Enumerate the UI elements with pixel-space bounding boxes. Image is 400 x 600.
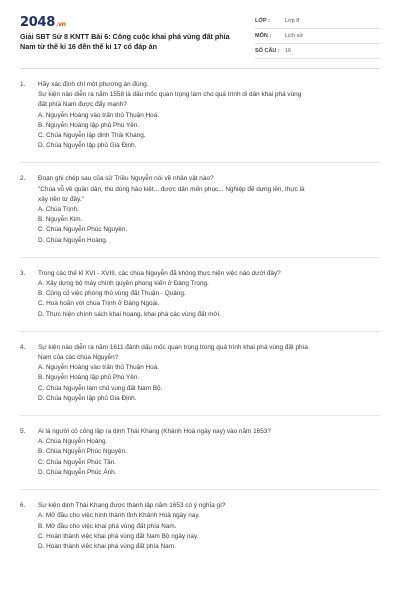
- question-body: [38, 269, 380, 320]
- meta-value: 16: [285, 48, 292, 54]
- question-divider: [20, 162, 380, 163]
- answer-option-b[interactable]: B. Củng cố việc phòng thủ vùng đất Thuận - Quảng.: [38, 290, 186, 298]
- meta-row-subject: [255, 29, 380, 44]
- question-list: [20, 80, 380, 552]
- question-divider: [20, 415, 380, 416]
- question-text-line: Đoạn ghi chép sau của sử Triều Nguyễn nói về nhân vật nào?: [38, 175, 214, 183]
- question-text-line: Sự kiện nào diễn ra năm 1611 đánh dấu mốc quan trọng trong quá trình khai phá vùng đất phía: [38, 343, 308, 351]
- answer-option-d[interactable]: D. Hoàn thành việc khai phá vùng đất phía Nam.: [38, 542, 176, 550]
- document-title: Giải SBT Sử 8 KNTT Bài 6: Công cuộc khai phá vùng đất phía Nam từ thế kỉ 16 đến thế kỉ 17 có đáp án: [20, 32, 230, 51]
- answer-option-a[interactable]: A. Chúa Trịnh.: [38, 206, 79, 214]
- question-divider: [20, 489, 380, 490]
- question-body: [38, 343, 380, 404]
- meta-row-grade: [255, 14, 380, 29]
- meta-key: LỚP :: [255, 18, 270, 24]
- answer-option-c[interactable]: C. Chúa Nguyễn Phúc Nguyên.: [38, 226, 128, 234]
- answer-option-c[interactable]: C. Hoàn thành việc khai phá vùng đất Nam Bộ ngày nay.: [38, 532, 199, 540]
- question-1: [20, 80, 380, 163]
- question-text-line: Hãy xác định chỉ một phương án đúng.: [38, 81, 149, 88]
- meta-value: Lớp 8: [285, 18, 300, 24]
- question-number: 2.: [20, 175, 26, 183]
- logo-suffix: .vn: [55, 21, 66, 28]
- answer-option-a[interactable]: A. Mở đầu cho việc hình thành tỉnh Khánh Hoà ngày nay.: [38, 512, 200, 520]
- question-text-line: "Chúa vỗ về quân dân, thu dùng hào kiệt... được dân mến phục... Nghiệp đế dựng lên, thực là: [38, 185, 305, 193]
- answer-option-b[interactable]: B. Mở đầu cho việc khai phá vùng đất phía Nam.: [38, 522, 177, 530]
- question-body: [38, 427, 380, 478]
- question-text-line: Nam của các chúa Nguyễn?: [38, 354, 119, 362]
- question-divider: [20, 257, 380, 258]
- question-number: 4.: [20, 343, 26, 351]
- question-body: [38, 80, 380, 151]
- answer-option-a[interactable]: A. Xây dựng bộ máy chính quyền phong kiến ở Đàng Trong.: [38, 280, 209, 288]
- question-number: 5.: [20, 428, 26, 436]
- document-header: [0, 0, 400, 68]
- question-4: [20, 343, 380, 416]
- answer-option-c[interactable]: C. Chúa Nguyễn làm chủ vùng đất Nam Bộ.: [38, 384, 163, 392]
- question-body: [38, 174, 380, 245]
- question-3: [20, 269, 380, 332]
- meta-key: SỐ CÂU :: [255, 48, 280, 54]
- answer-option-d[interactable]: D. Chúa Nguyễn lập phủ Gia Định.: [38, 142, 137, 150]
- question-number: 1.: [20, 81, 26, 88]
- question-text-line: Ai là người có công lập ra dinh Thái Khang (Khánh Hoà ngày nay) vào năm 1653?: [38, 428, 271, 436]
- question-5: [20, 427, 380, 490]
- answer-option-b[interactable]: B. Nguyễn Hoàng lập phủ Phú Yên.: [38, 121, 140, 129]
- meta-row-question-count: [255, 44, 380, 59]
- question-divider: [20, 331, 380, 332]
- meta-value: Lịch sử: [285, 33, 304, 39]
- answer-option-d[interactable]: D. Chúa Nguyễn Phúc Ánh.: [38, 468, 117, 476]
- answer-option-a[interactable]: A. Nguyễn Hoàng vào trấn thủ Thuận Hoá.: [38, 111, 160, 119]
- question-text-line: đất phía Nam được đẩy mạnh?: [38, 101, 127, 109]
- question-text-line: Trong các thế kỉ XVI - XVIII, các chúa Nguyễn đã không thực hiện việc nào dưới đây?: [38, 269, 281, 277]
- question-text-line: Sự kiện nào diễn ra năm 1558 là dấu mốc quan trọng làm cho quá trình di dân khai phá vùng: [38, 91, 302, 99]
- answer-option-c[interactable]: C. Hoà hoãn với chúa Trịnh ở Đàng Ngoài.: [38, 300, 160, 308]
- answer-option-d[interactable]: D. Chúa Nguyễn lập phủ Gia Định.: [38, 394, 137, 402]
- question-2: [20, 174, 380, 257]
- logo-text: 2048: [20, 15, 55, 30]
- site-logo[interactable]: [20, 15, 66, 30]
- answer-option-a[interactable]: A. Chúa Nguyễn Hoàng.: [38, 438, 108, 446]
- answer-option-b[interactable]: B. Nguyễn Kim.: [38, 216, 83, 224]
- question-body: [38, 501, 380, 552]
- question-text-line: Sự kiện dinh Thái Khang được thành lập năm 1653 có ý nghĩa gì?: [38, 502, 226, 510]
- answer-option-d[interactable]: D. Thực hiện chính sách khai hoang, khai phá các vùng đất mới.: [38, 310, 221, 318]
- header-divider: [20, 68, 380, 69]
- answer-option-d[interactable]: D. Chúa Nguyễn Hoàng.: [38, 236, 108, 244]
- question-number: 3.: [20, 269, 26, 277]
- question-6: [20, 501, 380, 552]
- answer-option-b[interactable]: B. Nguyễn Hoàng lập phủ Phú Yên.: [38, 374, 140, 382]
- meta-key: MÔN :: [255, 33, 272, 39]
- answer-option-c[interactable]: C. Chúa Nguyễn lập dinh Thái Khang.: [38, 132, 146, 140]
- question-text-line: xây nền từ đây.": [38, 195, 84, 203]
- answer-option-b[interactable]: B. Chúa Nguyễn Phúc Nguyên.: [38, 448, 127, 456]
- question-number: 6.: [20, 502, 26, 510]
- answer-option-a[interactable]: A. Nguyễn Hoàng vào trấn thủ Thuận Hoá.: [38, 364, 160, 372]
- answer-option-c[interactable]: C. Chúa Nguyễn Phúc Tần.: [38, 458, 117, 466]
- document-meta: [255, 14, 380, 59]
